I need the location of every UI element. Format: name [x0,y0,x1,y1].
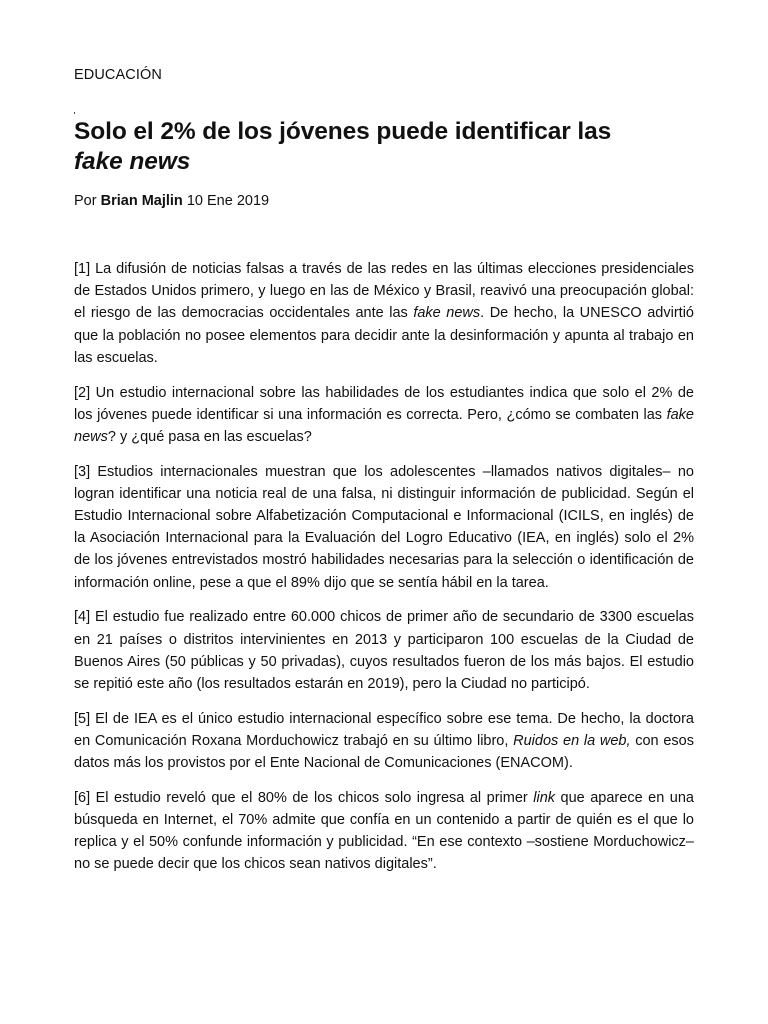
publish-date: 10 Ene 2019 [186,193,270,209]
paragraph-1-text-b: . De hecho, la UNESCO advirtió que la población no posee elementos para decidir ante la desinformación y apunta al trabajo en las escuelas. [74,305,694,366]
paragraph-5-text-a: [5] El de IEA es el único estudio internacional específico sobre ese tema. De hecho, la doctora en Comunicación Roxana Morduchowicz trabajó en su último libro, [74,710,694,749]
section-label: EDUCACIÓN [74,67,162,83]
paragraph-6-text-b: que aparece en una búsqueda en Internet, el 70% admite que confía en un contenido a partir de quién es el que lo replica y el 50% confunde información y publicidad. “En ese contexto –sostiene Morduchowicz– no se puede decir que los chicos sean nativos digitales”. [74,789,694,873]
title-italic: fake news [74,148,191,175]
paragraph-1-text-a: [1] La difusión de noticias falsas a través de las redes en las últimas elecciones presidenciales de Estados Unidos primero, y luego en las de México y Brasil, reavivó una preocupación global: el riesgo de las democracias occidentales ante las [74,261,694,322]
paragraph-2-emphasis: fake news [74,406,694,445]
author-name: Brian Majlin [100,193,183,209]
paragraph-4: [4] El estudio fue realizado entre 60.000 chicos de primer año de secundario de 3300 escuelas en 21 países o distritos intervinientes en 2013 y participaron 100 escuelas de la Ciudad de Buenos Aires (50 públicas y 50 privadas), cuyos resultados fueron de los más bajos. El estudio se repitió este año (los resultados estarán en 2019), pero la Ciudad no participó. [74,609,694,692]
paragraph-2 [74,382,694,449]
article-title [74,117,699,177]
byline-prefix: Por [74,193,97,209]
paragraph-6-text-a: [6] El estudio reveló que el 80% de los chicos solo ingresa al primer [74,789,534,806]
paragraph-3: [3] Estudios internacionales muestran que los adolescentes –llamados nativos digitales– no logran identificar una noticia real de una falsa, ni distinguir información de publicidad. Según el Estudio Internacional sobre Alfabetización Computacional e Informacional (ICILS, en inglés) de la Asociación Internacional para la Evaluación del Logro Educativo (IEA, en inglés) solo el 2% de los jóvenes entrevistados mostró habilidades necesarias para la selección o identificación de información online, pese a que el 89% dijo que se sentía hábil en la tarea. [74,463,694,591]
paragraph-1-emphasis: fake news [413,305,481,322]
paragraph-2-text-b: ? y ¿qué pasa en las escuelas? [107,428,312,445]
article-body [74,258,694,888]
paragraph-6-emphasis: link [533,789,556,806]
paragraph-5-emphasis: Ruidos en la web, [513,732,631,749]
paragraph-5 [74,708,694,775]
title-main: Solo el 2% de los jóvenes puede identificar las [74,118,612,145]
paragraph-5-text-b: con esos datos más los provistos por el Ente Nacional de Comunicaciones (ENACOM). [74,732,694,772]
divider-mark [74,112,75,114]
paragraph-1 [74,258,694,369]
paragraph-2-text-a: [2] Un estudio internacional sobre las habilidades de los estudiantes indica que solo el 2% de los jóvenes puede identificar si una información es correcta. Pero, ¿cómo se combaten las [74,384,694,423]
byline [74,193,269,209]
paragraph-6 [74,787,694,876]
